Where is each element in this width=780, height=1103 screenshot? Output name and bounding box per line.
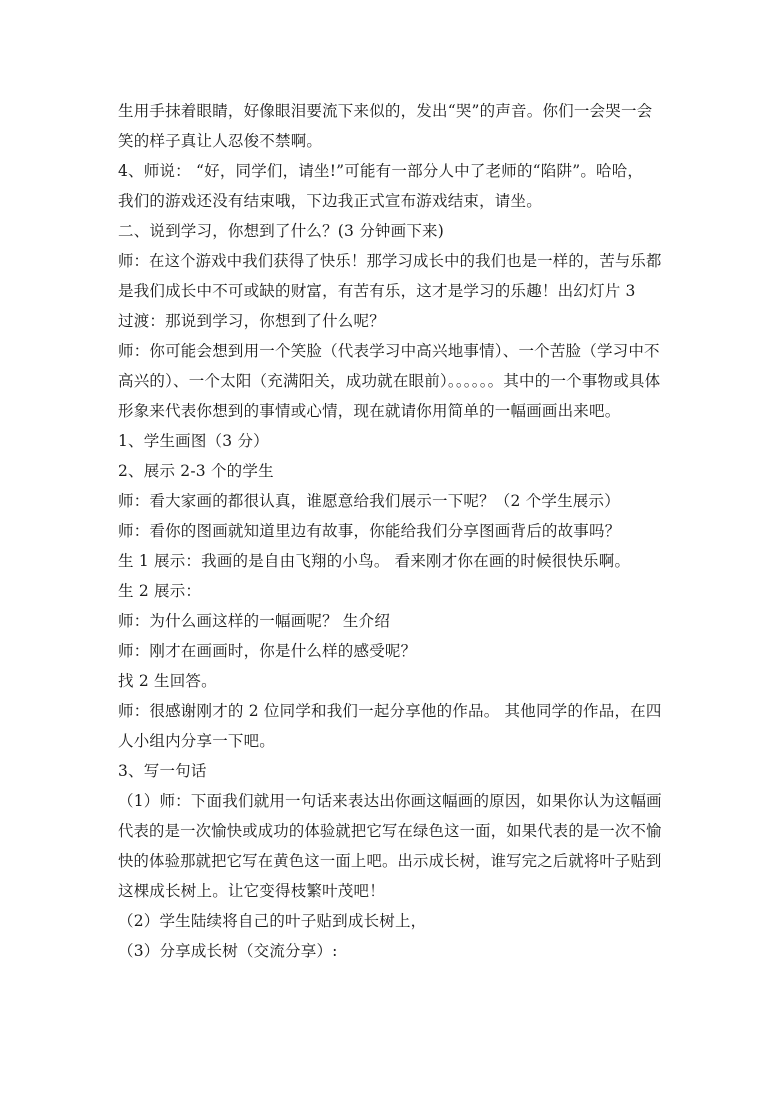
- text-line: 是我们成长中不可或缺的财富，有苦有乐，这才是学习的乐趣！出幻灯片 3: [118, 282, 636, 300]
- text-line: （2）学生陆续将自己的叶子贴到成长树上，: [118, 912, 427, 930]
- text-line: 师：看你的图画就知道里边有故事，你能给我们分享图画背后的故事吗？: [118, 522, 621, 540]
- text-line: 笑的样子真让人忍俊不禁啊。: [118, 132, 323, 150]
- section-heading: 二、说到学习，你想到了什么？(3 分钟画下来): [118, 222, 444, 240]
- text-line: 4、师说： “好，同学们，请坐!”可能有一部分人中了老师的“陷阱”。哈哈，: [118, 162, 644, 180]
- text-line: 代表的是一次愉快或成功的体验就把它写在绿色这一面，如果代表的是一次不愉: [118, 822, 662, 840]
- text-line: 师：看大家画的都很认真，谁愿意给我们展示一下呢？（2 个学生展示）: [118, 492, 620, 510]
- text-line: 师：在这个游戏中我们获得了快乐！那学习成长中的我们也是一样的，苦与乐都: [118, 252, 662, 270]
- text-line: （3）分享成长树（交流分享）:: [118, 942, 338, 960]
- text-line: 快的体验那就把它写在黄色这一面上吧。出示成长树，谁写完之后就将叶子贴到: [118, 852, 662, 870]
- text-line: 找 2 生回答。: [118, 672, 217, 690]
- text-line: 我们的游戏还没有结束哦，下边我正式宣布游戏结束，请坐。: [118, 192, 542, 210]
- text-line: 师：为什么画这样的一幅画呢？ 生介绍: [118, 612, 391, 630]
- text-line: 生 2 展示：: [118, 582, 202, 600]
- text-line: 师：你可能会想到用一个笑脸（代表学习中高兴地事情）、一个苦脸（学习中不: [118, 342, 660, 360]
- text-line: 3、写一句话: [118, 762, 207, 780]
- text-line: 形象来代表你想到的事情或心情，现在就请你用简单的一幅画画出来吧。: [118, 402, 621, 420]
- text-line: 生 1 展示：我画的是自由飞翔的小鸟。 看来刚才你在画的时候很快乐啊。: [118, 552, 631, 570]
- text-line: 1、学生画图（3 分）: [118, 432, 269, 450]
- text-line: 生用手抹着眼睛，好像眼泪要流下来似的，发出“哭”的声音。你们一会哭一会: [118, 102, 653, 120]
- text-line: 人小组内分享一下吧。: [118, 732, 276, 750]
- text-line: 高兴的）、一个太阳（充满阳关，成功就在眼前）。。。。。。其中的一个事物或具体: [118, 372, 661, 390]
- text-line: 2、展示 2-3 个的学生: [118, 462, 274, 480]
- text-line: 师：很感谢刚才的 2 位同学和我们一起分享他的作品。 其他同学的作品，在四: [118, 702, 662, 720]
- text-line: 师：刚才在画画时，你是什么样的感受呢？: [118, 642, 417, 660]
- text-line: 过渡：那说到学习，你想到了什么呢？: [118, 312, 385, 330]
- text-line: 这棵成长树上。让它变得枝繁叶茂吧！: [118, 882, 385, 900]
- text-line: （1）师：下面我们就用一句话来表达出你画这幅画的原因，如果你认为这幅画: [118, 792, 662, 810]
